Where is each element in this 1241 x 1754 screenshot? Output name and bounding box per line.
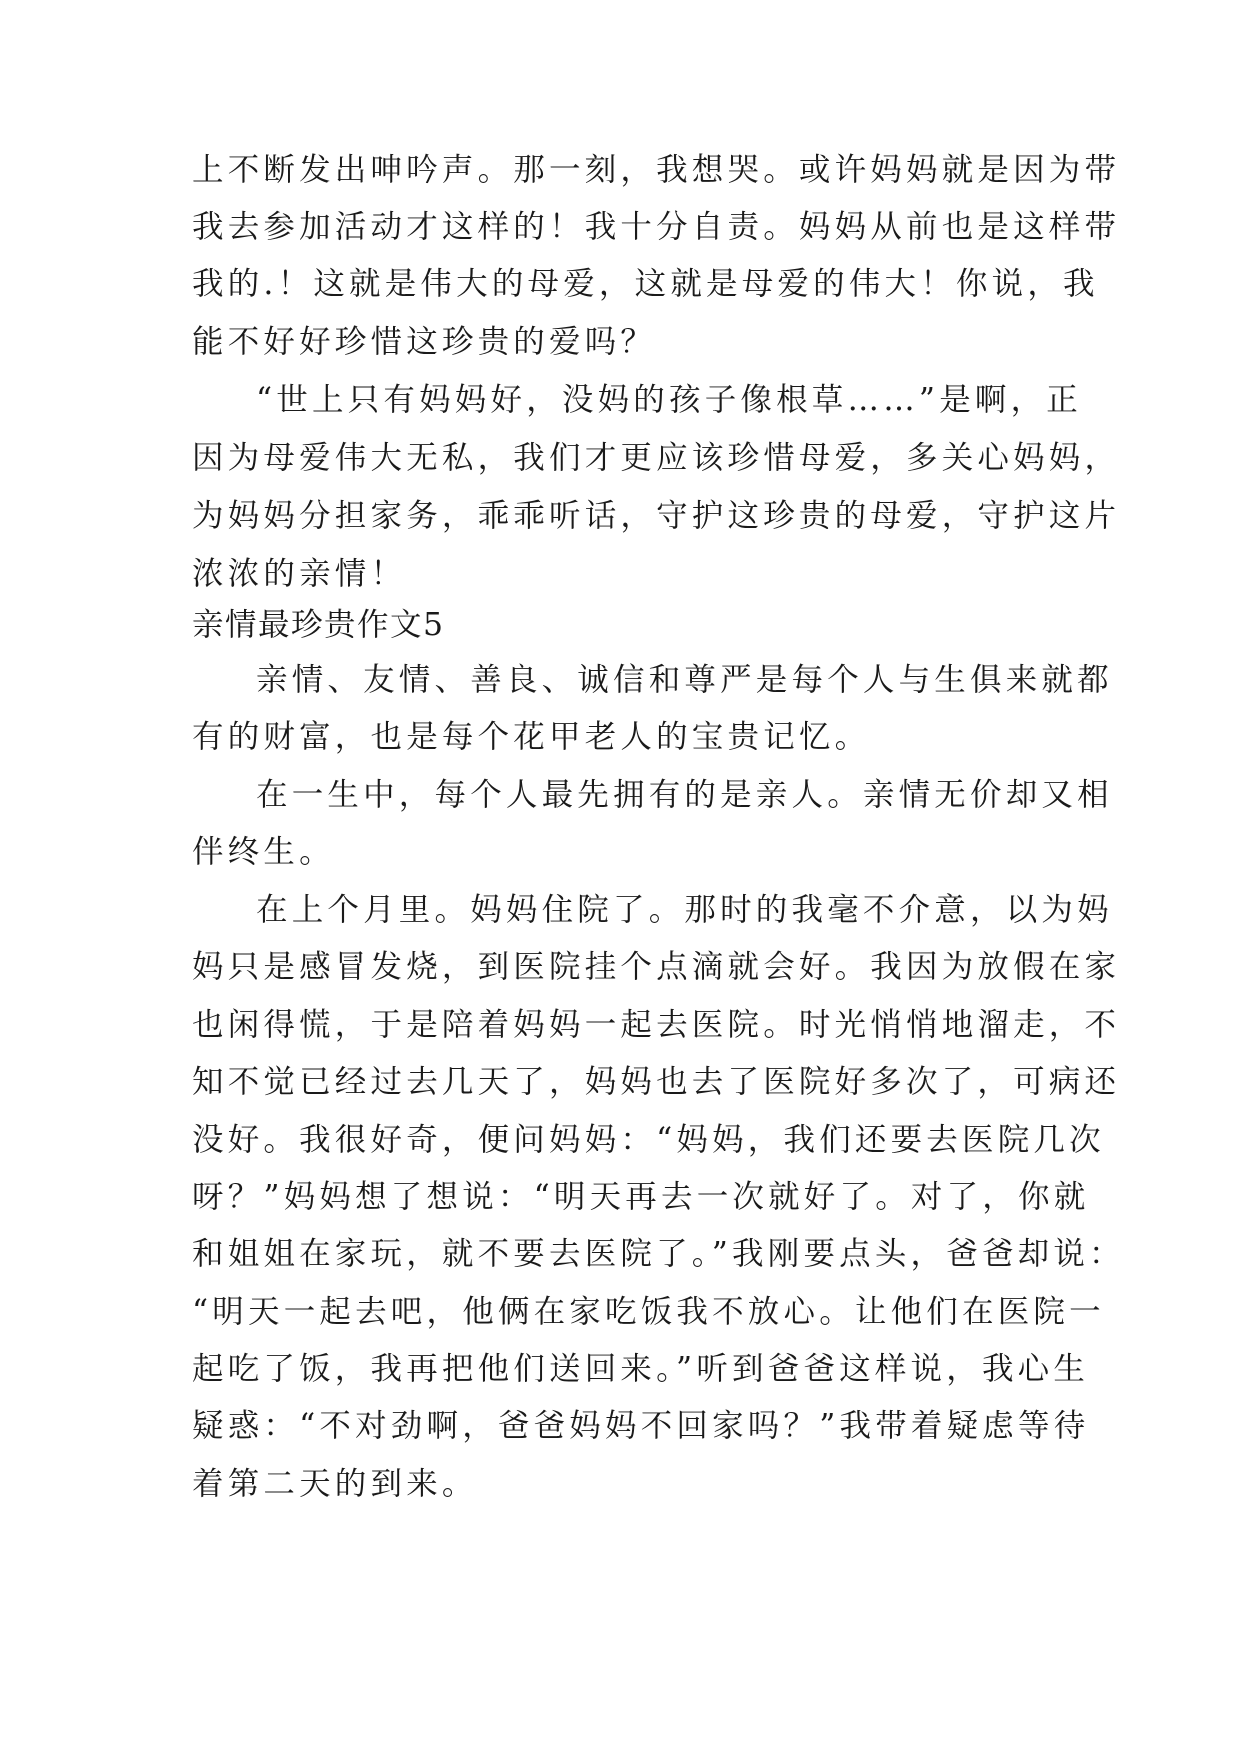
text-line: “明天一起去吧，他俩在家吃饭我不放心。让他们在医院一 <box>192 1294 1105 1330</box>
text-line: 没好。我很好奇，便问妈妈：“妈妈，我们还要去医院几次 <box>192 1122 1105 1158</box>
text-line: 上不断发出呻吟声。那一刻，我想哭。或许妈妈就是因为带 <box>192 152 1121 188</box>
text-line: 有的财富，也是每个花甲老人的宝贵记忆。 <box>192 719 871 755</box>
text-line: 我的.！这就是伟大的母爱，这就是母爱的伟大！你说，我 <box>192 266 1099 302</box>
text-line: 我去参加活动才这样的！我十分自责。妈妈从前也是这样带 <box>192 209 1121 245</box>
text-line: 知不觉已经过去几天了，妈妈也去了医院好多次了，可病还 <box>192 1064 1121 1100</box>
text-line: 呀？”妈妈想了想说：“明天再去一次就好了。对了，你就 <box>192 1179 1090 1215</box>
paragraph-start-line: “世上只有妈妈好，没妈的孩子像根草……”是啊，正 <box>256 382 1083 418</box>
text-line: 为妈妈分担家务，乖乖听话，守护这珍贵的母爱，守护这片 <box>192 498 1121 534</box>
text-line: 因为母爱伟大无私，我们才更应该珍惜母爱，多关心妈妈， <box>192 440 1121 476</box>
paragraph-start-line: 在一生中，每个人最先拥有的是亲人。亲情无价却又相 <box>256 777 1113 813</box>
text-line: 疑惑：“不对劲啊，爸爸妈妈不回家吗？”我带着疑虑等待 <box>192 1408 1090 1444</box>
text-line: 伴终生。 <box>192 834 335 870</box>
text-line: 妈只是感冒发烧，到医院挂个点滴就会好。我因为放假在家 <box>192 949 1121 985</box>
text-line: 浓浓的亲情！ <box>192 556 407 592</box>
text-line: 起吃了饭，我再把他们送回来。”听到爸爸这样说，我心生 <box>192 1351 1090 1387</box>
text-line: 也闲得慌，于是陪着妈妈一起去医院。时光悄悄地溜走，不 <box>192 1007 1121 1043</box>
paragraph-start-line: 亲情、友情、善良、诚信和尊严是每个人与生俱来就都 <box>256 662 1113 698</box>
text-line: 着第二天的到来。 <box>192 1466 478 1502</box>
section-heading: 亲情最珍贵作文5 <box>192 607 445 643</box>
text-line: 和姐姐在家玩，就不要去医院了。”我刚要点头，爸爸却说： <box>192 1236 1125 1272</box>
text-line: 能不好好珍惜这珍贵的爱吗？ <box>192 324 657 360</box>
paragraph-start-line: 在上个月里。妈妈住院了。那时的我毫不介意，以为妈 <box>256 892 1113 928</box>
